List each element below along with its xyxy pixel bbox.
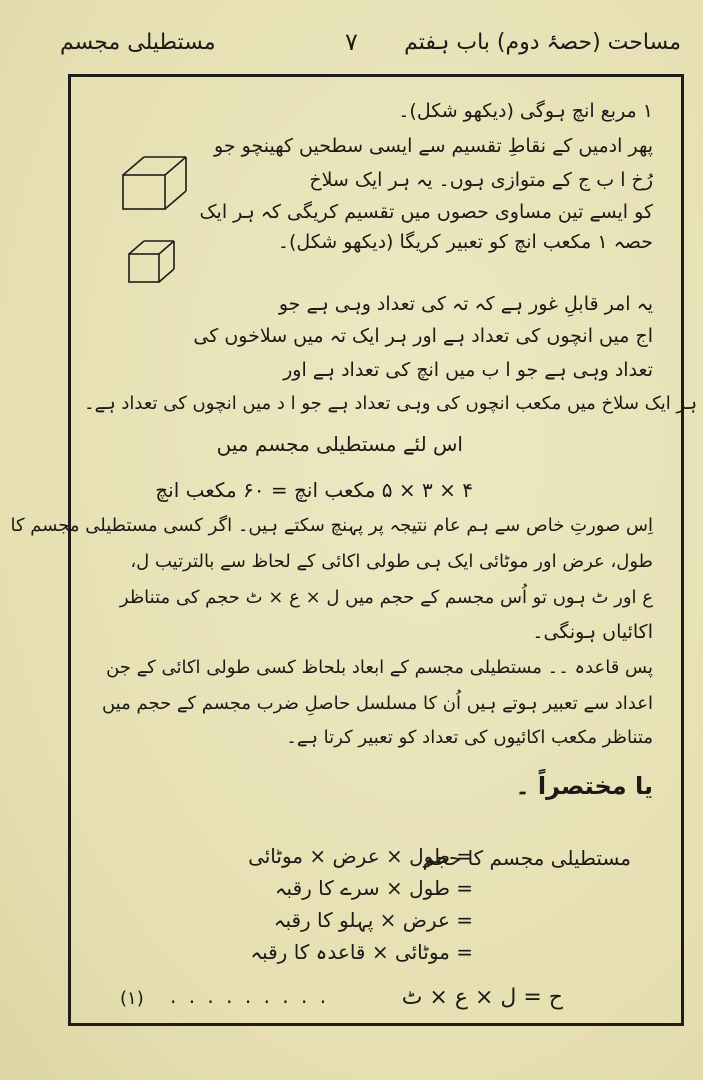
formula-line: = طول × سرے کا رقبہ (274, 876, 473, 900)
body-line: تعداد وہی ہے جو ا ب میں انچ کی تعداد ہے اور (283, 359, 653, 381)
body-line: اِس صورتِ خاص سے ہم عام نتیجہ پر پہنچ سکتے ہیں۔ اگر کسی مستطیلی مجسم کا (10, 515, 653, 536)
body-line: پھر ادمیں کے نقاطِ تقسیم سے ایسی سطحیں کھینچو جو (214, 135, 653, 157)
rod-figure (120, 150, 192, 214)
body-line: طول، عرض اور موٹائی ایک ہی طولی اکائی کے لحاظ سے بالترتیب ل، (130, 551, 653, 572)
equation-number: (۱) (120, 988, 144, 1009)
body-line: رُخ ا ب ج کے متوازی ہوں۔ یہ ہر ایک سلاخ (309, 169, 653, 191)
body-line: حصہ ۱ مکعب انچ کو تعبیر کریگا (دیکھو شکل)۔ (277, 231, 653, 253)
body-line: یہ امر قابلِ غور ہے کہ تہ کی تعداد وہی ہے جو (278, 293, 653, 315)
final-formula: ح = ل × ع × ٹ (401, 985, 563, 1010)
header-right-title: مساحت (حصۂ دوم) باب ہفتم (404, 30, 681, 55)
body-line: ۱ مربع انچ ہوگی (دیکھو شکل)۔ (398, 100, 653, 122)
volume-example-equation: ۴ × ۳ × ۵ مکعب انچ = ۶۰ مکعب انچ (155, 478, 473, 502)
body-line: ع اور ٹ ہوں تو اُس مجسم کے حجم میں ل × ع × ٹ حجم کی متناظر (119, 587, 653, 608)
rule-line: متناظر مکعب اکائیوں کی تعداد کو تعبیر کرتا ہے۔ (286, 727, 653, 748)
header-left-title: مستطیلی مجسم (60, 30, 216, 55)
rule-line: پس قاعدہ ۔۔ مستطیلی مجسم کے ابعاد بلحاظ کسی طولی اکائی کے جن (106, 657, 653, 678)
rule-line: اعداد سے تعبیر ہوتے ہیں اُن کا مسلسل حاصلِ ضرب مجسم کے حجم میں (101, 693, 653, 714)
formula-line: = عرض × پہلو کا رقبہ (273, 908, 473, 932)
page-number: ۷ (345, 28, 358, 56)
body-line: اکائیاں ہونگی۔ (532, 621, 653, 643)
volume-label: مستطیلی مجسم کا حجم (422, 846, 631, 870)
body-line: کو ایسے تین مساوی حصوں میں تقسیم کریگی کہ ہر ایک (199, 201, 653, 223)
body-line: اج میں انچوں کی تعداد ہے اور ہر ایک تہ میں سلاخوں کی (193, 325, 653, 347)
formula-line: = موٹائی × قاعدہ کا رقبہ (250, 940, 473, 964)
body-line: ہر ایک سلاخ میں مکعب انچوں کی وہی تعداد ہے جو ا د میں انچوں کی تعداد ہے۔ (84, 393, 697, 414)
in-short-heading: یا مختصراً ۔ (515, 772, 653, 800)
cube-figure (126, 236, 182, 286)
body-line: اس لئے مستطیلی مجسم میں (216, 432, 463, 456)
leader-dots: . . . . . . . . . (170, 984, 330, 1008)
formula-line: = طول × عرض × موٹائی (248, 844, 473, 868)
